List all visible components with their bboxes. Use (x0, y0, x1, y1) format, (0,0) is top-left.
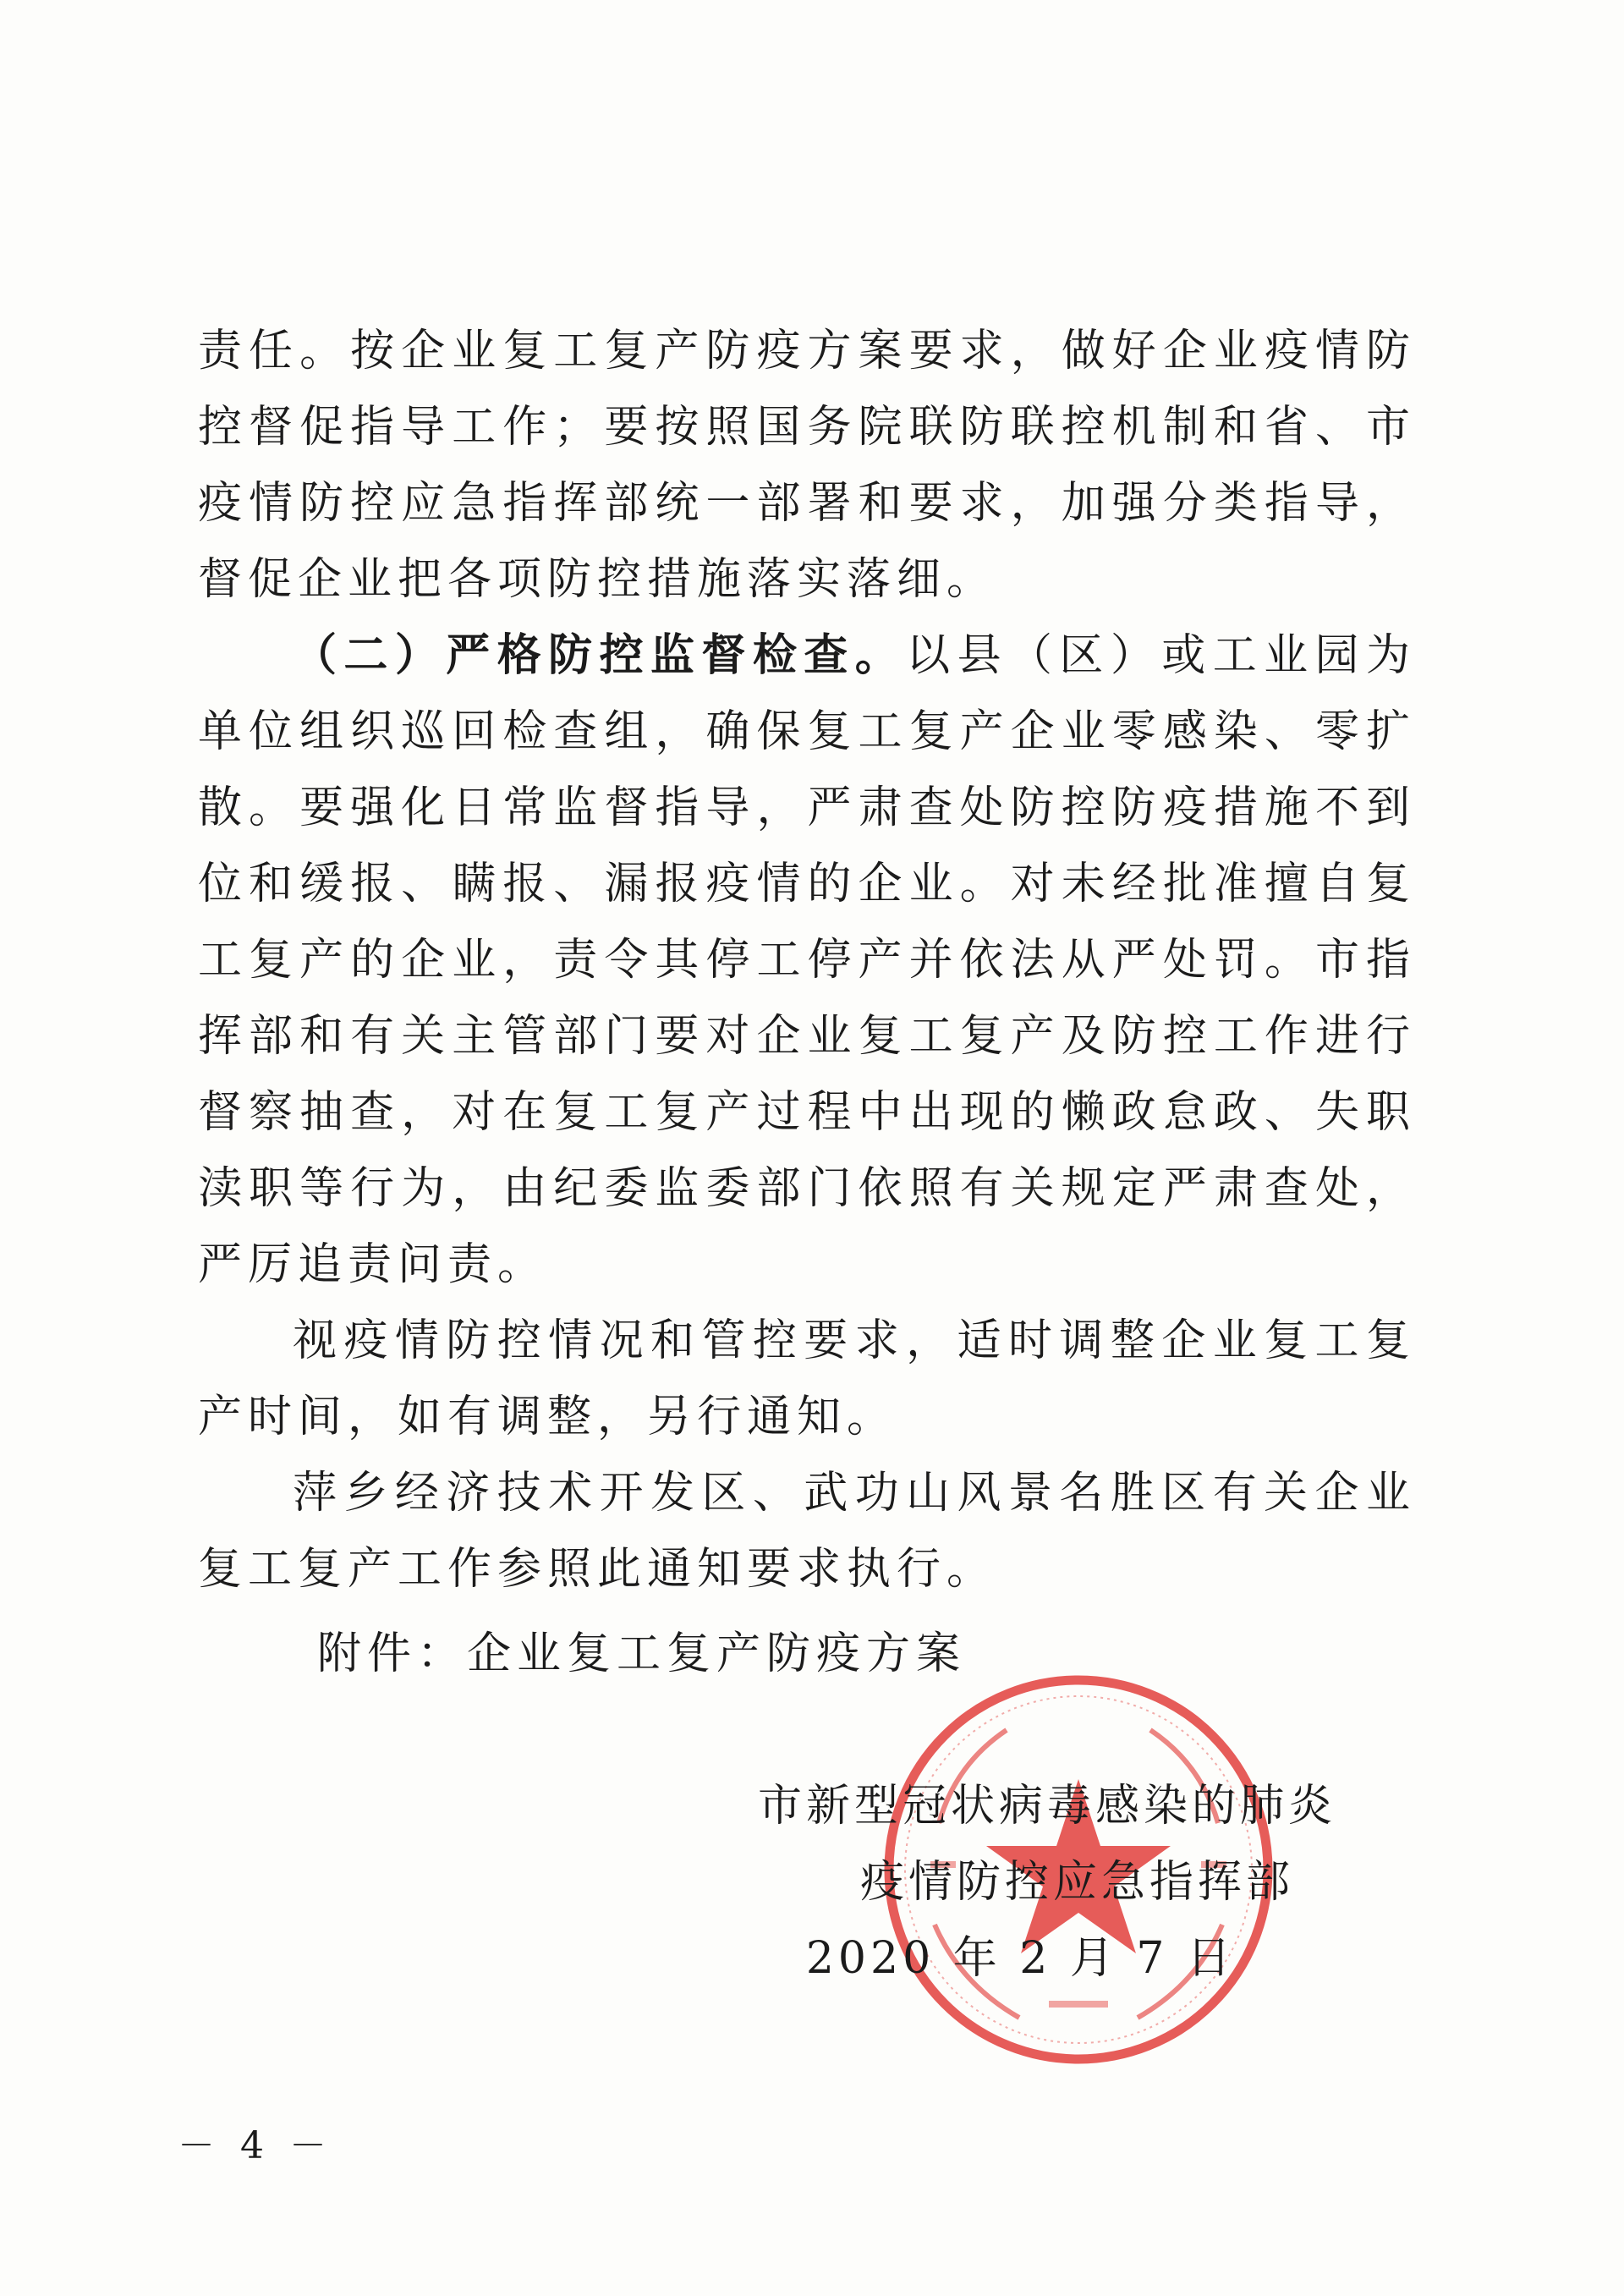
document-body (198, 313, 1416, 1607)
paragraph-1: 责任。按企业复工复产防疫方案要求，做好企业疫情防控督促指导工作；要按照国务院联防联控机制和省、市疫情防控应急指挥部统一部署和要求，加强分类指导，督促企业把各项防控措施落实落细。 (198, 326, 1416, 605)
issuer-signature (758, 1768, 1336, 1997)
issuer-name-line-1: 市新型冠状病毒感染的肺炎 (757, 1781, 1336, 1832)
section-heading: （二）严格防控监督检查。 (293, 629, 907, 681)
issue-date: 2020 年 2 月 7 日 (805, 1933, 1235, 1984)
issuer-name-line-2: 疫情防控应急指挥部 (859, 1857, 1294, 1908)
attachment-line: 附件：企业复工复产防疫方案 (317, 1629, 967, 1679)
paragraph-4: 萍乡经济技术开发区、武功山风景名胜区有关企业复工复产工作参照此通知要求执行。 (198, 1468, 1416, 1595)
paragraph-2-text: 以县（区）或工业园为单位组织巡回检查组，确保复工复产企业零感染、零扩散。要强化日常监督指导，严肃查处防控防疫措施不到位和缓报、瞒报、漏报疫情的企业。对未经批准擅自复工复产的企业，责令其停工停产并依法从严处罚。市指挥部和有关主管部门要对企业复工复产及防控工作进行督察抽查，对在复工复产过程中出现的懒政怠政、失职渎职等行为，由纪委监委部门依照有关规定严肃查处，严厉追责问责。 (198, 630, 1416, 1290)
paragraph-3: 视疫情防控情况和管控要求，适时调整企业复工复产时间，如有调整，另行通知。 (198, 1316, 1416, 1442)
page-number: － 4 － (178, 2124, 333, 2167)
paragraph-2 (198, 618, 1416, 1303)
